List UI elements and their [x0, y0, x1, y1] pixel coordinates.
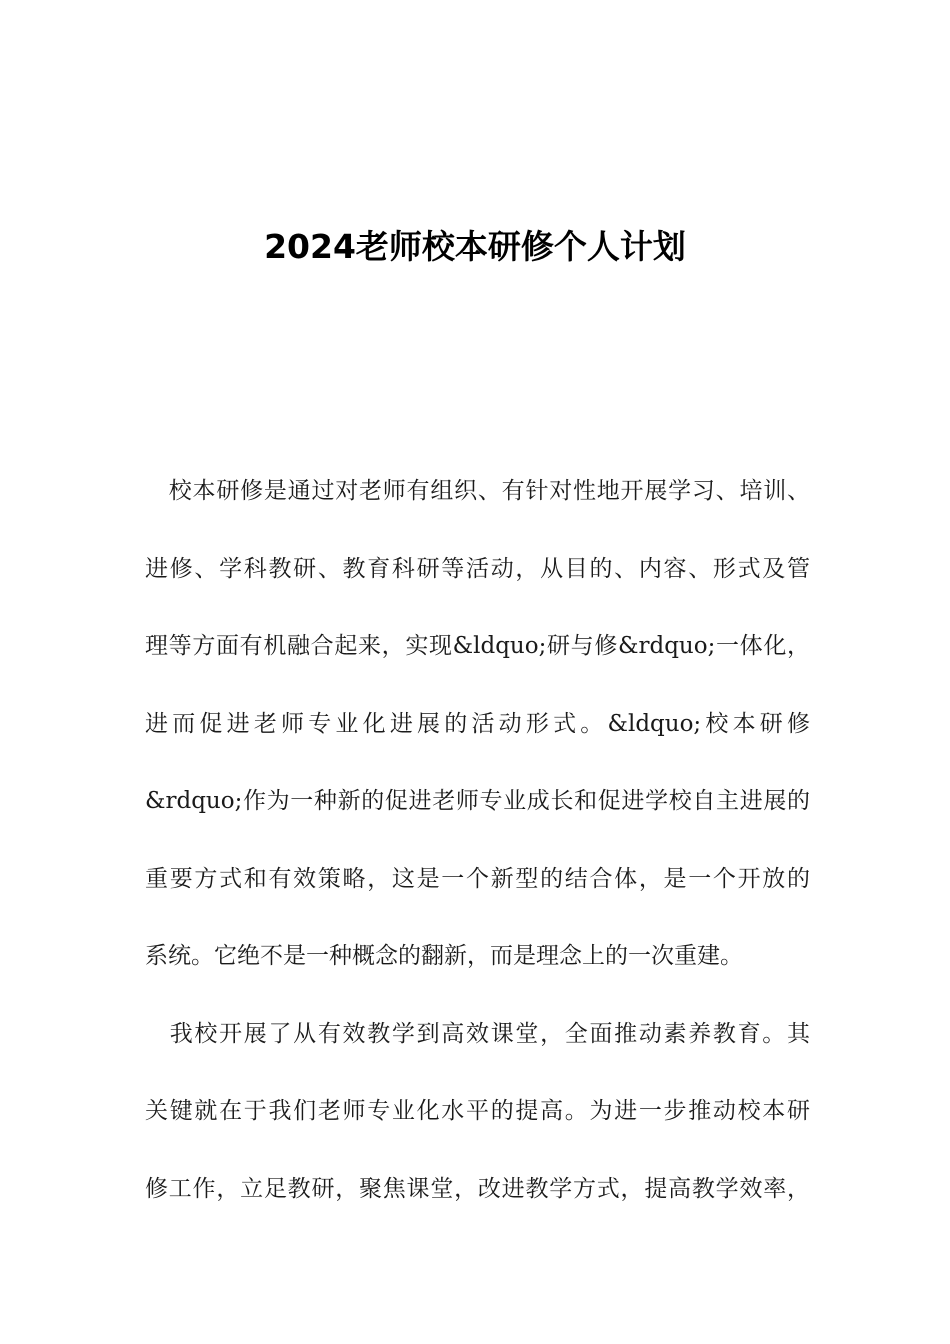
text-line: &rdquo;作为一种新的促进老师专业成长和促进学校自主进展的 — [145, 788, 810, 814]
text-line: 修工作，立足教研，聚焦课堂，改进教学方式，提高教学效率， — [145, 1175, 810, 1202]
text-line: 进而促进老师专业化进展的活动形式。&ldquo;校本研修 — [145, 710, 810, 737]
paragraph-2 — [145, 996, 810, 1229]
text-line: 我校开展了从有效教学到高效课堂，全面推动素养教育。其 — [145, 1020, 810, 1047]
paragraph-1 — [145, 453, 810, 996]
text-line: 理等方面有机融合起来，实现&ldquo;研与修&rdquo;一体化， — [145, 633, 810, 659]
document-title: 2024老师校本研修个人计划 — [264, 227, 686, 266]
text-line: 进修、学科教研、教育科研等活动，从目的、内容、形式及管 — [145, 555, 810, 582]
text-line: 关键就在于我们老师专业化水平的提高。为进一步推动校本研 — [145, 1098, 810, 1124]
text-line: 系统。它绝不是一种概念的翻新，而是理念上的一次重建。 — [145, 943, 743, 969]
document-body — [145, 453, 810, 1228]
text-line: 校本研修是通过对老师有组织、有针对性地开展学习、培训、 — [145, 478, 810, 504]
text-line: 重要方式和有效策略，这是一个新型的结合体，是一个开放的 — [145, 865, 810, 892]
